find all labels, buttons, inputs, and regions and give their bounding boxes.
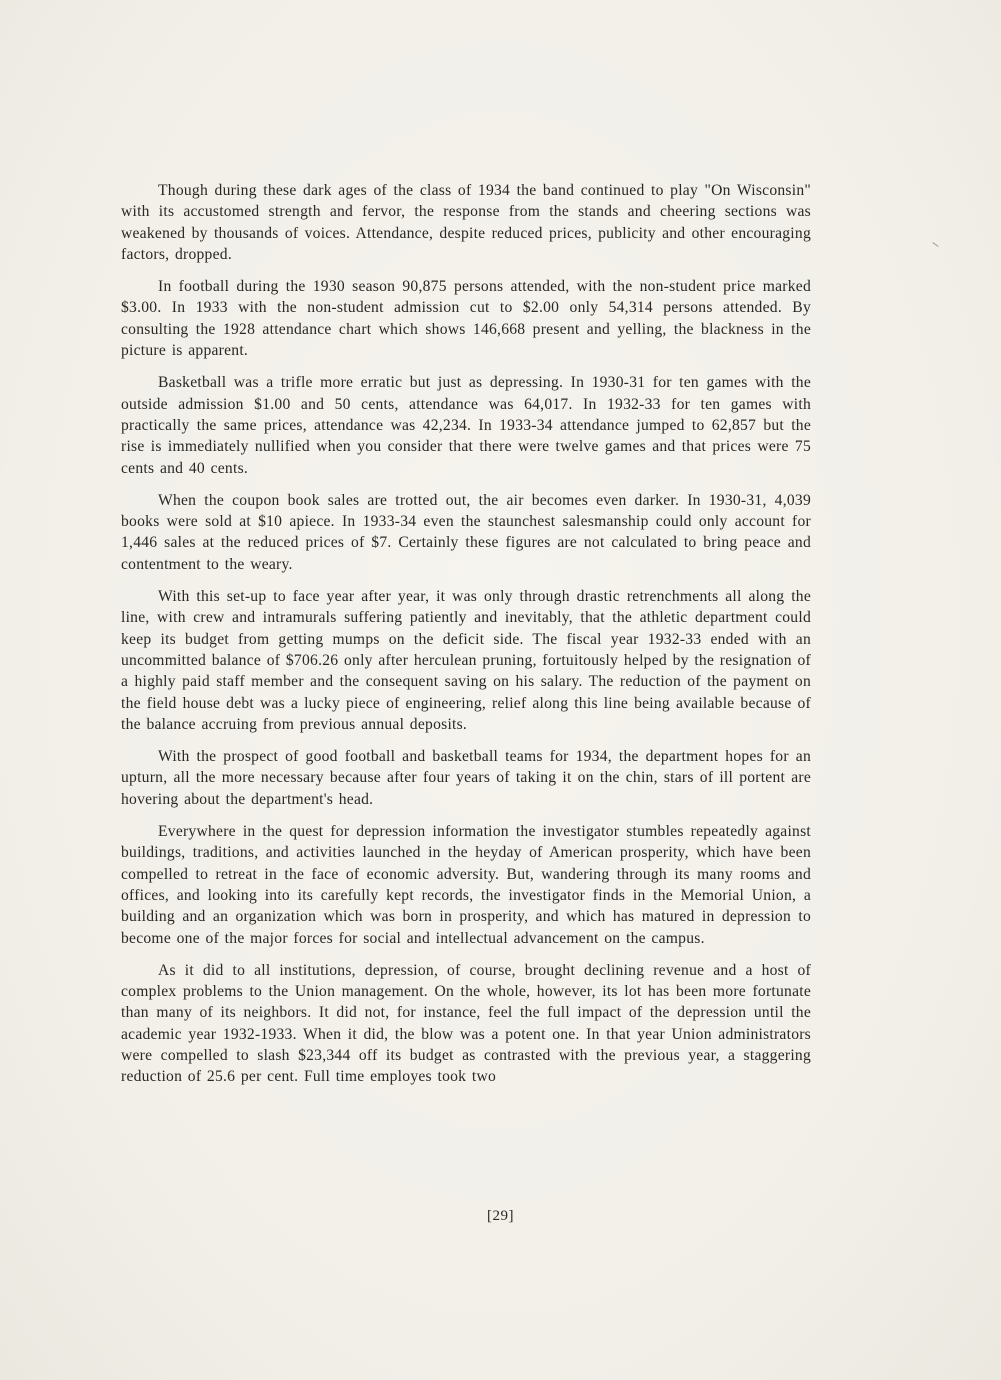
margin-mark	[932, 242, 938, 247]
paragraph-coupon-book-sales: When the coupon book sales are trotted out, the air becomes even darker. In 1930-31, 4,039 books were sold at $10 apiece. In 1933-34 even the staunchest salesmanship could only account for 1,446 sales at the reduced prices of $7. Certainly these figures are not calculated to bring peace and contentment to the weary.	[121, 491, 811, 573]
paragraph-band-attendance: Though during these dark ages of the class of 1934 the band continued to play "On Wisconsin" with its accustomed strength and fervor, the response from the stands and cheering sections was weakened by thousands of voices. Attendance, despite reduced prices, publicity and other encouraging factors, dropped.	[121, 182, 811, 263]
body-text	[121, 180, 811, 1099]
paragraph-memorial-union: Everywhere in the quest for depression information the investigator stumbles repeatedly against buildings, traditions, and activities launched in the heyday of American prosperity, which have been compelled to retreat in the face of economic adversity. But, wandering through its many rooms and offices, and looking into its carefully kept records, the investigator finds in the Memorial Union, a building and an organization which was born in prosperity, and which has matured in depression to become one of the major forces for social and intellectual advancement on the campus.	[121, 823, 811, 947]
page-number: [29]	[487, 1208, 514, 1224]
paragraph-union-revenue: As it did to all institutions, depression, of course, brought declining revenue and a host of complex problems to the Union management. On the whole, however, its lot has been more fortunate than many of its neighbors. It did not, for instance, feel the full impact of the depression until the academic year 1932-1933. When it did, the blow was a potent one. In that year Union administrators were compelled to slash $23,344 off its budget as contrasted with the previous year, a staggering reduction of 25.6 per cent. Full time employes took two	[121, 961, 811, 1086]
paragraph-basketball-attendance: Basketball was a trifle more erratic but just as depressing. In 1930-31 for ten games with the outside admission $1.00 and 50 cents, attendance was 64,017. In 1932-33 for ten games with practically the same prices, attendance was 42,234. In 1933-34 attendance jumped to 62,857 but the rise is immediately nullified when you consider that there were twelve games and that prices were 75 cents and 40 cents.	[121, 374, 811, 477]
paragraph-athletic-budget: With this set-up to face year after year, it was only through drastic retrenchments all along the line, with crew and intramurals suffering patiently and inevitably, that the athletic department could keep its budget from getting mumps on the deficit side. The fiscal year 1932-33 ended with an uncommitted balance of $706.26 only after herculean pruning, fortuitously helped by the resignation of a highly paid staff member and the consequent saving on his salary. The reduction of the payment on the field house debt was a lucky piece of engineering, relief along this line being available because of the balance accruing from previous annual deposits.	[121, 588, 811, 733]
paragraph-football-attendance: In football during the 1930 season 90,875 persons attended, with the non-student price marked $3.00. In 1933 with the non-student admission cut to $2.00 only 54,314 persons attended. By consulting the 1928 attendance chart which shows 146,668 present and yelling, the blackness in the picture is apparent.	[121, 278, 811, 360]
paragraph-department-outlook: With the prospect of good football and basketball teams for 1934, the department hopes for an upturn, all the more necessary because after four years of taking it on the chin, stars of ill portent are hovering about the department's head.	[121, 748, 811, 808]
